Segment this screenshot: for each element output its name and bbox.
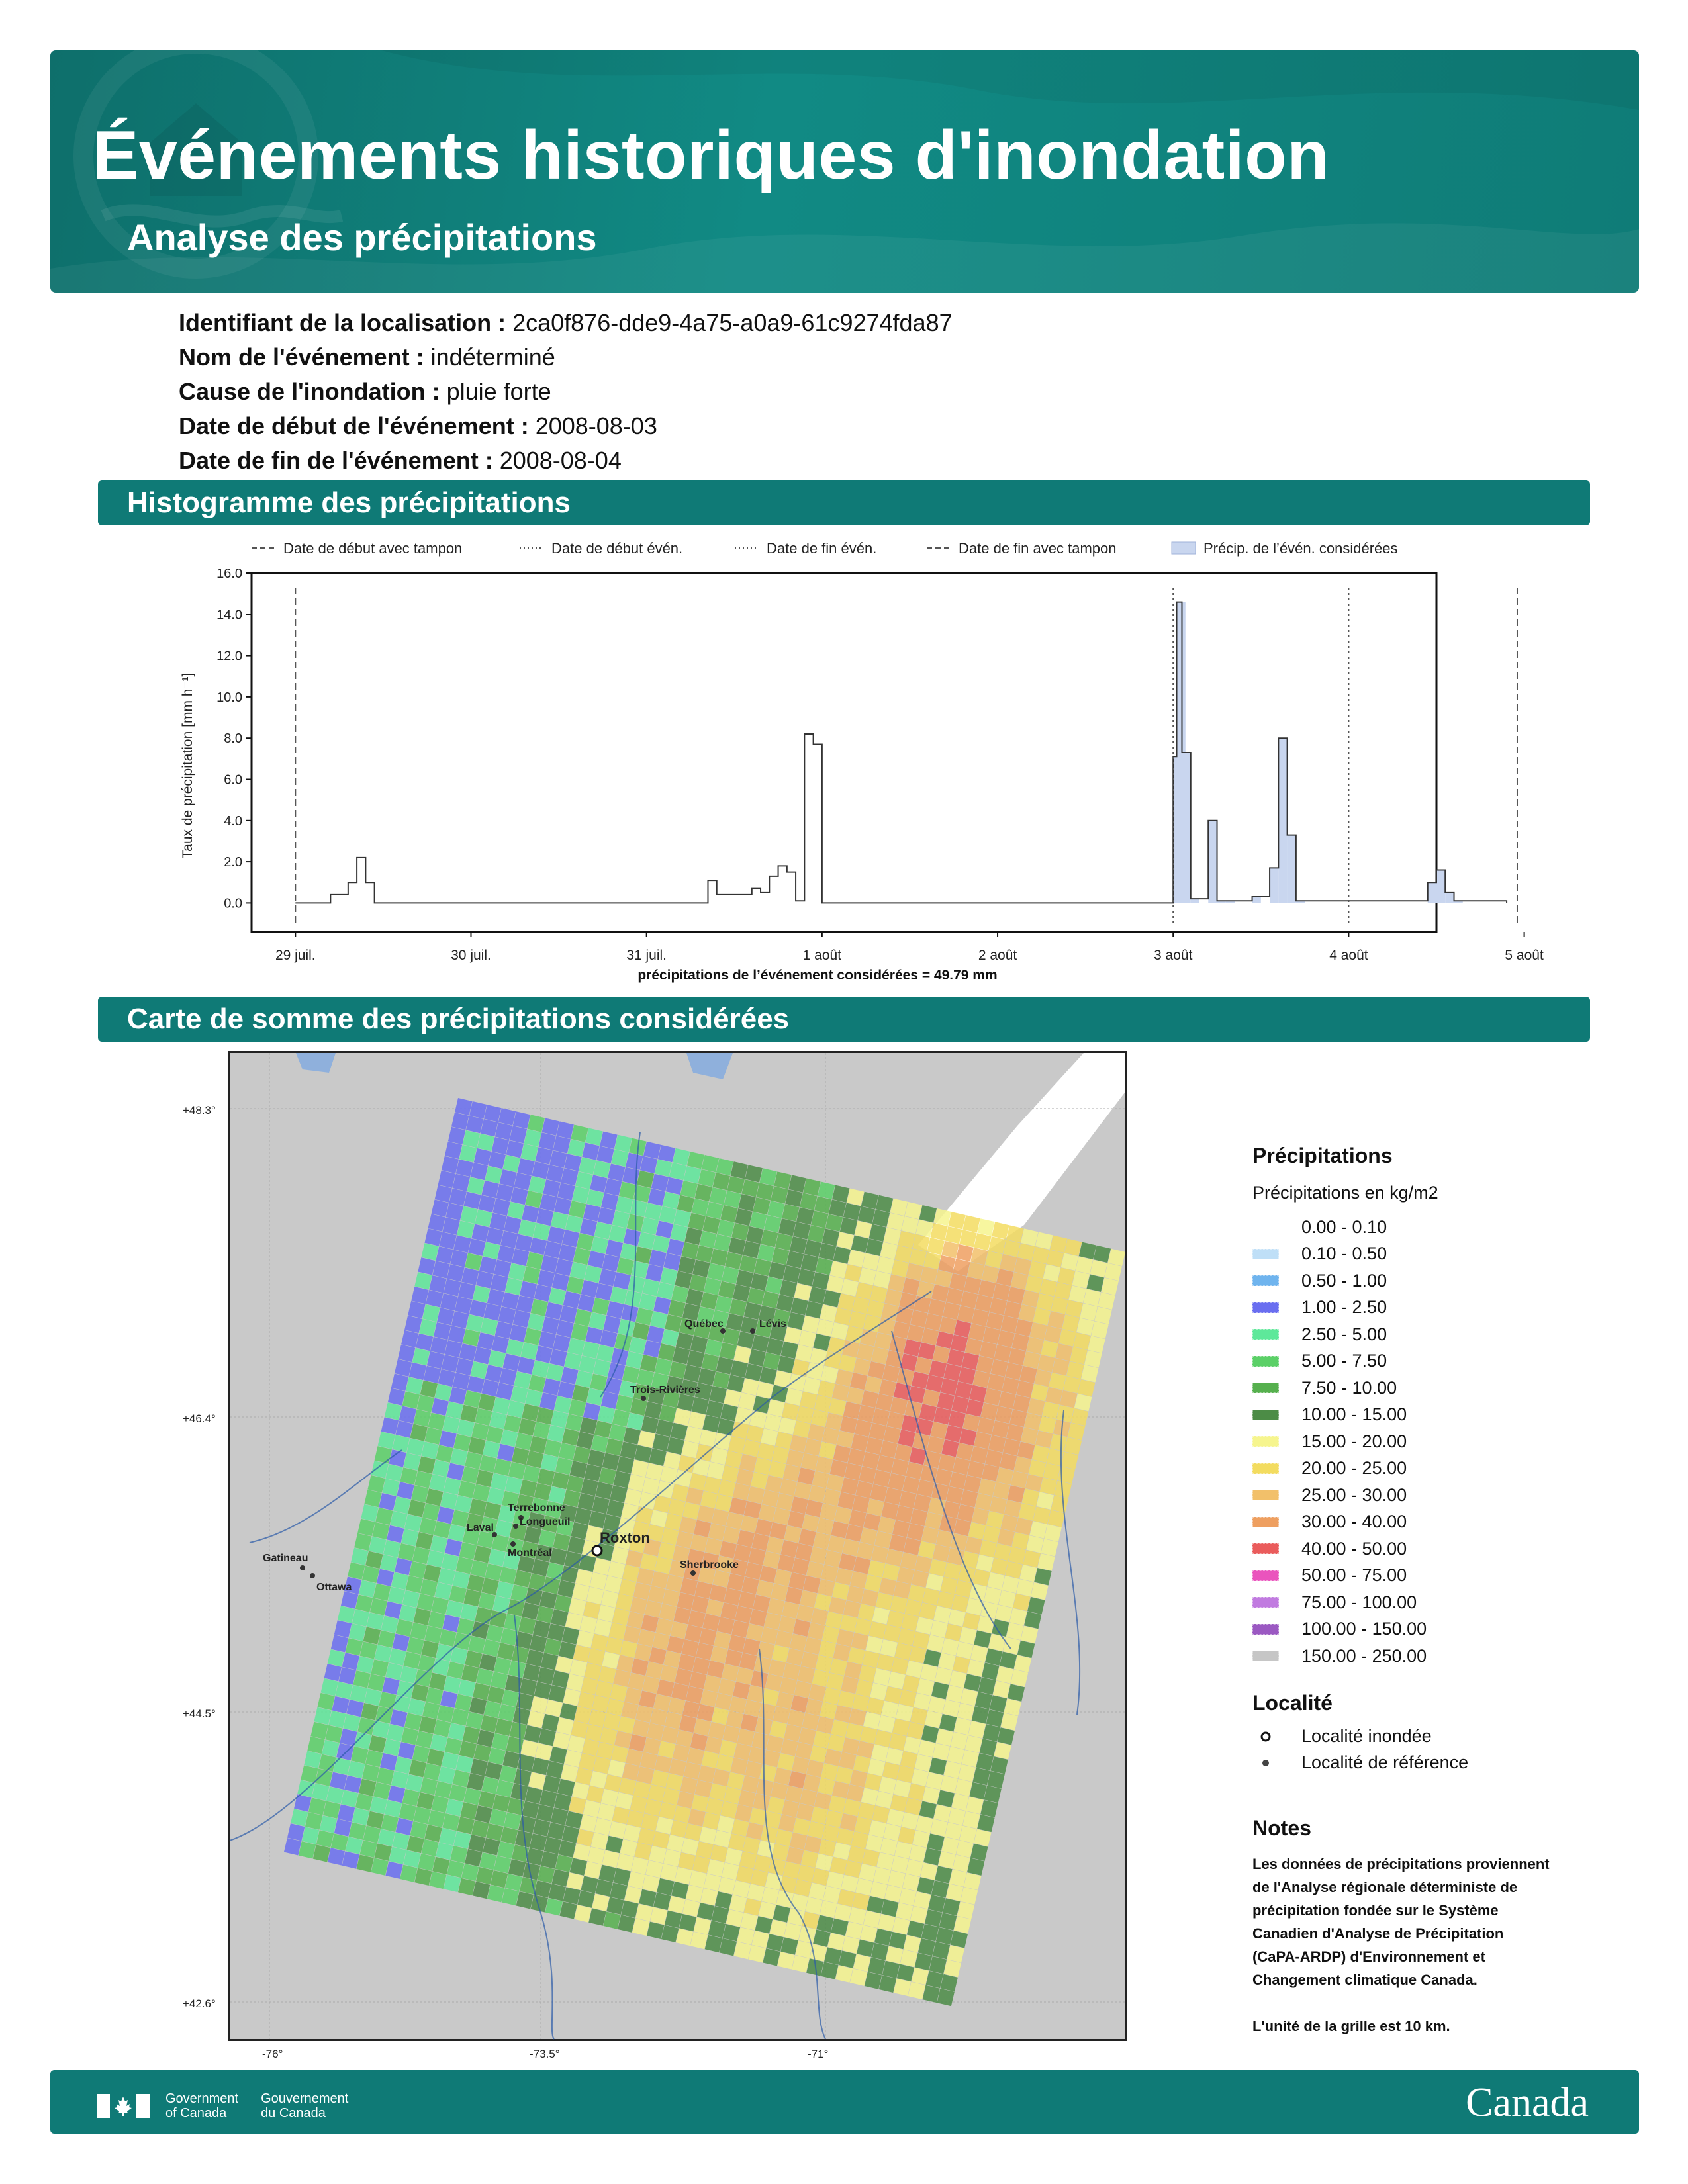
meta-label: Identifiant de la localisation :: [179, 309, 506, 336]
notes-line: Canadien d'Analyse de Précipitation: [1252, 1925, 1504, 1942]
map-svg: [230, 1053, 1125, 2039]
notes-line: Les données de précipitations proviennent: [1252, 1855, 1550, 1872]
legend-class-item: [1252, 1643, 1623, 1670]
x-tick-label: 31 juil.: [626, 948, 667, 963]
x-tick-label: 3 août: [1154, 948, 1193, 963]
legend-class-label: 0.00 - 0.10: [1301, 1216, 1387, 1237]
meta-label: Date de début de l'événement :: [179, 412, 529, 439]
y-tick-label: 10.0: [216, 690, 242, 705]
legend-class-item: [1252, 1295, 1623, 1322]
legend-label: Date de début avec tampon: [283, 540, 463, 557]
legend-swatch: [1252, 1517, 1279, 1527]
place-label: Gatineau: [263, 1553, 308, 1564]
y-tick-label: 2.0: [224, 855, 242, 870]
meta-row-start-date: [179, 409, 953, 443]
legend-swatch: [1252, 1624, 1279, 1635]
y-tick-label: 12.0: [216, 649, 242, 664]
reference-marker-icon: [690, 1570, 696, 1576]
legend-swatch: [1172, 542, 1196, 554]
legend-swatch: [1252, 1356, 1279, 1367]
notes-text: [1252, 1852, 1623, 2038]
legend-class-item: [1252, 1267, 1623, 1295]
legend-swatch: [1252, 1436, 1279, 1447]
legend-entry: [735, 540, 876, 557]
plot-frame: [252, 573, 1436, 932]
histogram-svg: [159, 535, 1544, 998]
lat-label: +48.3°: [183, 1104, 216, 1116]
legend-class-item: [1252, 1348, 1623, 1375]
legend-label: Date de début évén.: [551, 540, 683, 557]
place-label: Sherbrooke: [680, 1559, 739, 1570]
flooded-marker-icon: [1252, 1731, 1279, 1743]
meta-value: pluie forte: [446, 378, 551, 405]
legend-subheading: Précipitations en kg/m2: [1252, 1183, 1438, 1203]
x-tick-label: 29 juil.: [275, 948, 316, 963]
notes-line: de l'Analyse régionale déterministe de: [1252, 1878, 1518, 1895]
legend-class-label: 7.50 - 10.00: [1301, 1377, 1397, 1398]
legend-swatch: [1252, 1490, 1279, 1500]
legend-class-label: 0.10 - 0.50: [1301, 1244, 1387, 1264]
place-label: Trois-Rivières: [630, 1385, 700, 1396]
locality-heading: Localité: [1252, 1690, 1333, 1715]
y-tick-label: 4.0: [224, 813, 242, 829]
precipitation-histogram: [159, 535, 1544, 998]
legend-class-label: 25.00 - 30.00: [1301, 1484, 1407, 1505]
meta-value: 2ca0f876-dde9-4a75-a0a9-61c9274fda87: [512, 309, 953, 336]
lon-label: -76°: [262, 2048, 283, 2060]
legend-item-label: Localité inondée: [1301, 1726, 1432, 1746]
header-banner: [50, 50, 1639, 293]
gov-name-en: Government of Canada: [165, 2091, 239, 2120]
legend-swatch: [1252, 1383, 1279, 1393]
event-bar: [1182, 752, 1190, 903]
legend-swatch: [1252, 1275, 1279, 1286]
legend-swatch: [1252, 1329, 1279, 1340]
event-bar: [1288, 835, 1296, 903]
event-metadata: [179, 306, 953, 478]
legend-class-label: 0.50 - 1.00: [1301, 1270, 1387, 1291]
x-tick-label: 4 août: [1329, 948, 1368, 963]
reference-marker-icon: [513, 1524, 518, 1529]
x-axis-label: précipitations de l’événement considérées = 49.79 mm: [637, 968, 998, 983]
meta-label: Date de fin de l'événement :: [179, 447, 493, 474]
page-title: Événements historiques d'inondation: [93, 117, 1330, 194]
legend-label: Date de fin avec tampon: [959, 540, 1117, 557]
event-bar: [1445, 893, 1454, 903]
page-subtitle: Analyse des précipitations: [127, 216, 597, 258]
legend-class-item: [1252, 1375, 1623, 1402]
x-tick-label: 2 août: [978, 948, 1017, 963]
map-legend: [1252, 1144, 1623, 2038]
x-tick-label: 30 juil.: [451, 948, 491, 963]
place-label: Terrebonne: [508, 1502, 565, 1514]
legend-class-item: [1252, 1482, 1623, 1509]
section-heading-histogram: Histogramme des précipitations: [98, 480, 1590, 525]
event-bar: [1436, 870, 1445, 903]
legend-swatch: [1252, 1410, 1279, 1420]
legend-swatch: [1252, 1651, 1279, 1661]
legend-class-label: 1.00 - 2.50: [1301, 1297, 1387, 1318]
event-bar: [1278, 738, 1287, 903]
place-marker[interactable]: [513, 1516, 570, 1529]
meta-row-event-name: [179, 340, 953, 375]
event-bar: [1252, 897, 1261, 903]
legend-label: Précip. de l’évén. considérées: [1203, 540, 1398, 557]
legend-entry: [520, 540, 682, 557]
legend-swatch: [1252, 1249, 1279, 1259]
place-label: Ottawa: [316, 1582, 352, 1593]
chart-legend: [252, 540, 1398, 557]
notes-line: Changement climatique Canada.: [1252, 1971, 1477, 1988]
place-label: Lévis: [759, 1318, 786, 1330]
notes-line: précipitation fondée sur le Système: [1252, 1901, 1499, 1919]
legend-class-item: [1252, 1428, 1623, 1455]
government-signature: [97, 2091, 371, 2120]
precipitation-map[interactable]: [228, 1051, 1127, 2041]
lat-label: +42.6°: [183, 1997, 216, 2010]
x-tick-label: 5 août: [1505, 948, 1544, 963]
meta-value: indéterminé: [430, 343, 555, 371]
legend-entry: [252, 540, 462, 557]
y-tick-label: 8.0: [224, 731, 242, 747]
place-label: Montréal: [508, 1547, 552, 1559]
y-tick-label: 16.0: [216, 567, 242, 581]
y-tick-label: 0.0: [224, 896, 242, 911]
legend-swatch: [1252, 1597, 1279, 1608]
meta-value: 2008-08-03: [535, 412, 657, 439]
notes-heading: Notes: [1252, 1815, 1311, 1840]
y-axis-label: Taux de précipitation [mm h⁻¹]: [180, 672, 195, 859]
legend-class-label: 50.00 - 75.00: [1301, 1565, 1407, 1586]
reference-marker-icon: [510, 1541, 516, 1547]
legend-class-item: [1252, 1402, 1623, 1429]
event-bar: [1428, 882, 1436, 903]
reference-marker-icon: [300, 1565, 305, 1570]
legend-swatch: [1252, 1543, 1279, 1554]
legend-class-label: 15.00 - 20.00: [1301, 1431, 1407, 1451]
legend-class-item: [1252, 1241, 1623, 1268]
legend-swatch: [1252, 1570, 1279, 1581]
legend-heading: Précipitations: [1252, 1144, 1393, 1167]
legend-item-flooded: [1252, 1723, 1623, 1750]
legend-swatch: [1252, 1463, 1279, 1474]
lon-label: -73.5°: [530, 2048, 560, 2060]
reference-marker-icon: [750, 1328, 755, 1334]
legend-item-reference: [1252, 1750, 1623, 1776]
legend-class-label: 2.50 - 5.00: [1301, 1324, 1387, 1344]
legend-class-item: [1252, 1321, 1623, 1348]
footer-bar: [50, 2070, 1639, 2134]
meta-row-end-date: [179, 443, 953, 478]
legend-class-item: [1252, 1509, 1623, 1536]
section-heading-map: Carte de somme des précipitations considérées: [98, 997, 1590, 1042]
legend-class-item: [1252, 1535, 1623, 1563]
lat-label: +44.5°: [183, 1707, 216, 1720]
gov-name-fr: Gouvernement du Canada: [261, 2091, 349, 2120]
event-bar: [1270, 868, 1278, 903]
lat-label: +46.4°: [183, 1412, 216, 1425]
flooded-marker-icon: [592, 1546, 602, 1555]
legend-class-label: 150.00 - 250.00: [1301, 1645, 1427, 1666]
legend-swatch: [1252, 1222, 1279, 1232]
event-bar: [1208, 821, 1217, 903]
legend-class-item: [1252, 1455, 1623, 1482]
reference-marker-icon: [1252, 1757, 1279, 1769]
legend-entry: [927, 540, 1116, 557]
meta-row-flood-cause: [179, 375, 953, 409]
legend-class-label: 100.00 - 150.00: [1301, 1619, 1427, 1639]
legend-label: Date de fin évén.: [767, 540, 877, 557]
legend-class-label: 40.00 - 50.00: [1301, 1538, 1407, 1559]
legend-class-label: 5.00 - 7.50: [1301, 1351, 1387, 1371]
grid-note: L'unité de la grille est 10 km.: [1252, 2017, 1450, 2034]
legend-class-label: 75.00 - 100.00: [1301, 1592, 1417, 1612]
place-label: Laval: [467, 1522, 494, 1533]
canada-wordmark: Canada: [1466, 2080, 1589, 2125]
reference-marker-icon: [641, 1396, 646, 1401]
meta-value: 2008-08-04: [499, 447, 622, 474]
legend-class-label: 20.00 - 25.00: [1301, 1458, 1407, 1479]
place-label: Longueuil: [520, 1516, 571, 1527]
meta-label: Cause de l'inondation :: [179, 378, 440, 405]
notes-line: (CaPA-ARDP) d'Environnement et: [1252, 1948, 1485, 1965]
legend-class-item: [1252, 1214, 1623, 1241]
legend-classes: [1252, 1214, 1623, 1670]
reference-marker-icon: [310, 1573, 315, 1578]
legend-swatch: [1252, 1302, 1279, 1313]
place-label: Québec: [684, 1318, 724, 1330]
x-tick-label: 1 août: [802, 948, 842, 963]
legend-entry: [1172, 540, 1398, 557]
legend-class-label: 30.00 - 40.00: [1301, 1512, 1407, 1532]
legend-class-item: [1252, 1563, 1623, 1590]
legend-class-item: [1252, 1616, 1623, 1643]
lon-label: -71°: [808, 2048, 829, 2060]
meta-row-location-id: [179, 306, 953, 340]
canada-flag-icon: [97, 2094, 150, 2118]
legend-class-item: [1252, 1589, 1623, 1616]
y-tick-label: 14.0: [216, 608, 242, 623]
y-tick-label: 6.0: [224, 772, 242, 788]
meta-label: Nom de l'événement :: [179, 343, 424, 371]
legend-item-label: Localité de référence: [1301, 1752, 1469, 1772]
place-label: Roxton: [600, 1529, 650, 1546]
legend-class-label: 10.00 - 15.00: [1301, 1404, 1407, 1425]
